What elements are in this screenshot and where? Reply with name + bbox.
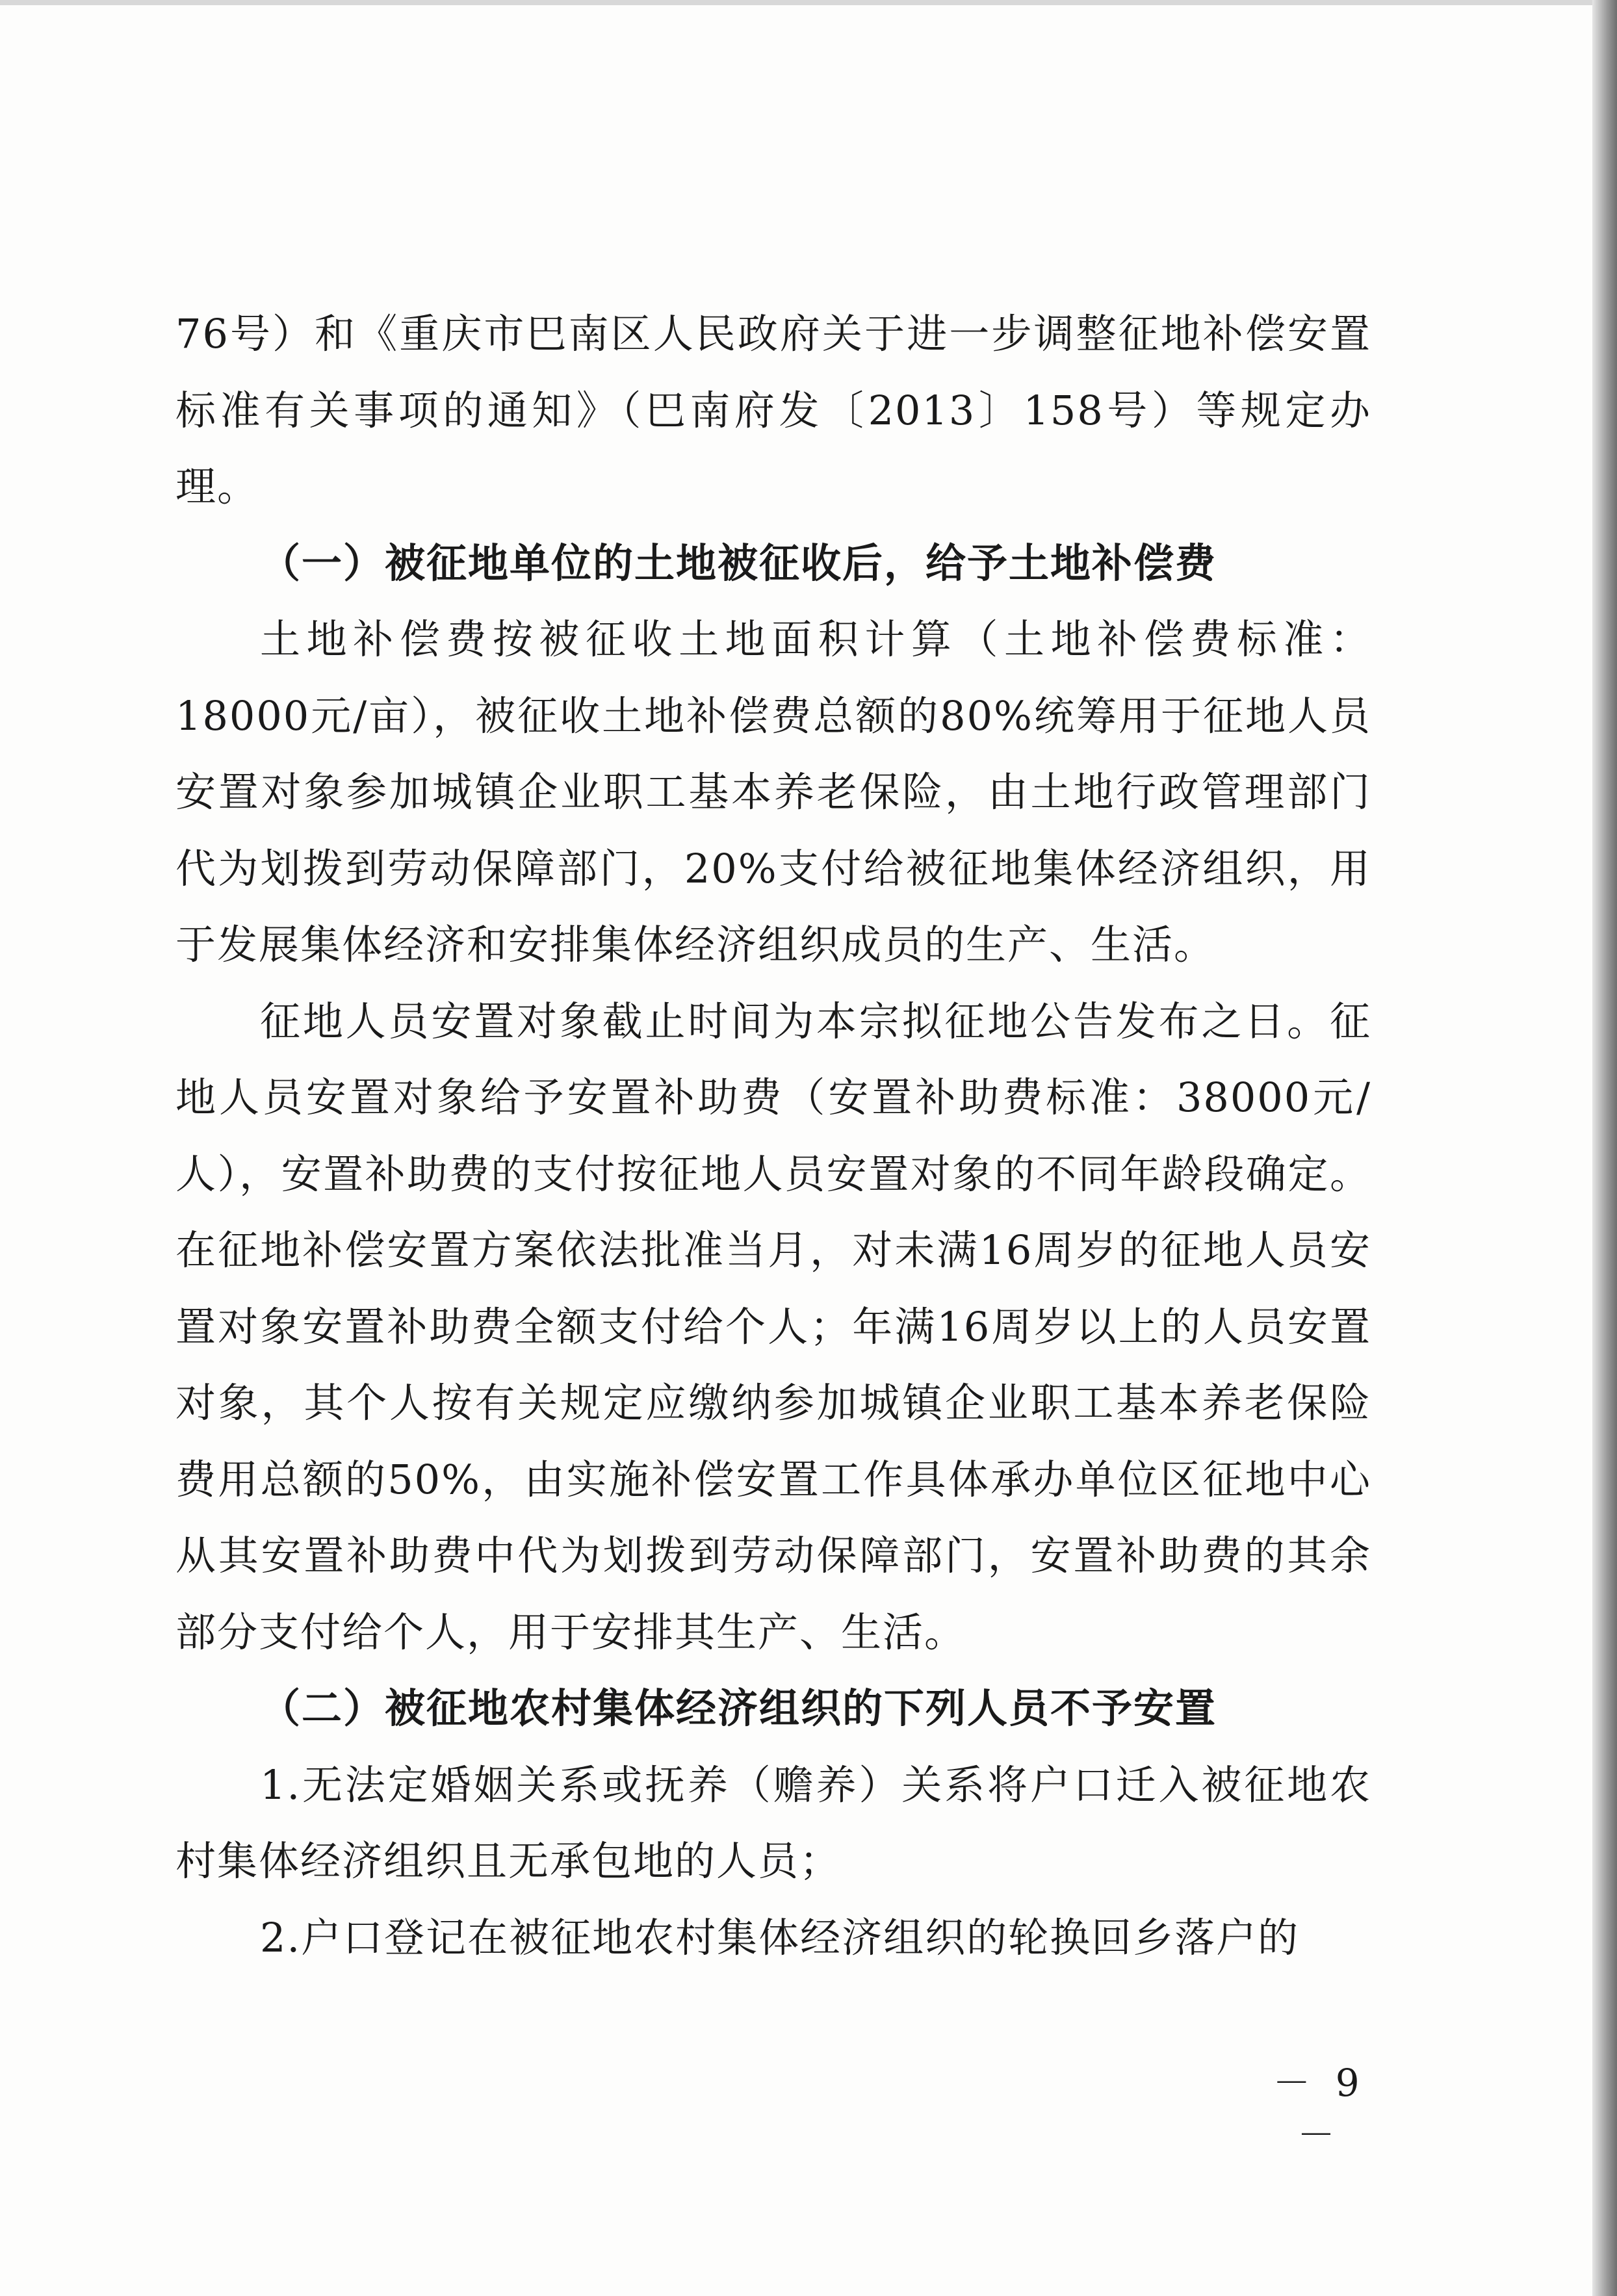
paragraph-land-compensation: 土地补偿费按被征收土地面积计算（土地补偿费标准：18000元/亩），被征收土地补偿费总额的80%统筹用于征地人员安置对象参加城镇企业职工基本养老保险，由土地行政管理部门代为划拨到劳动保障部门，20%支付给被征地集体经济组织，用于发展集体经济和安排集体经济组织成员的生产、生活。 — [175, 615, 1371, 968]
list-item-1: 1.无法定婚姻关系或抚养（赡养）关系将户口迁入被征地农村集体经济组织且无承包地的人员； — [175, 1761, 1371, 1885]
page-number: － 9 － — [1273, 2061, 1366, 2157]
section-heading-2: （二）被征地农村集体经济组织的下列人员不予安置 — [260, 1684, 1217, 1732]
list-item-2: 2.户口登记在被征地农村集体经济组织的轮换回乡落户的 — [260, 1913, 1300, 1961]
scan-right-edge — [1592, 0, 1617, 2296]
document-body — [175, 296, 1371, 1976]
paragraph-resettlement-subsidy: 征地人员安置对象截止时间为本宗拟征地公告发布之日。征地人员安置对象给予安置补助费（安置补助费标准：38000元/人），安置补助费的支付按征地人员安置对象的不同年龄段确定。在征地补偿安置方案依法批准当月，对未满16周岁的征地人员安置对象安置补助费全额支付给个人；年满16周岁以上的人员安置对象，其个人按有关规定应缴纳参加城镇企业职工基本养老保险费用总额的50%，由实施补偿安置工作具体承办单位区征地中心从其安置补助费中代为划拨到劳动保障部门，安置补助费的其余部分支付给个人，用于安排其生产、生活。 — [175, 997, 1371, 1656]
scan-top-edge — [0, 0, 1617, 5]
section-heading-1: （一）被征地单位的土地被征收后，给予土地补偿费 — [260, 539, 1217, 587]
paragraph-continuation: 76号）和《重庆市巴南区人民政府关于进一步调整征地补偿安置标准有关事项的通知》（巴南府发〔2013〕158号）等规定办理。 — [175, 310, 1371, 510]
